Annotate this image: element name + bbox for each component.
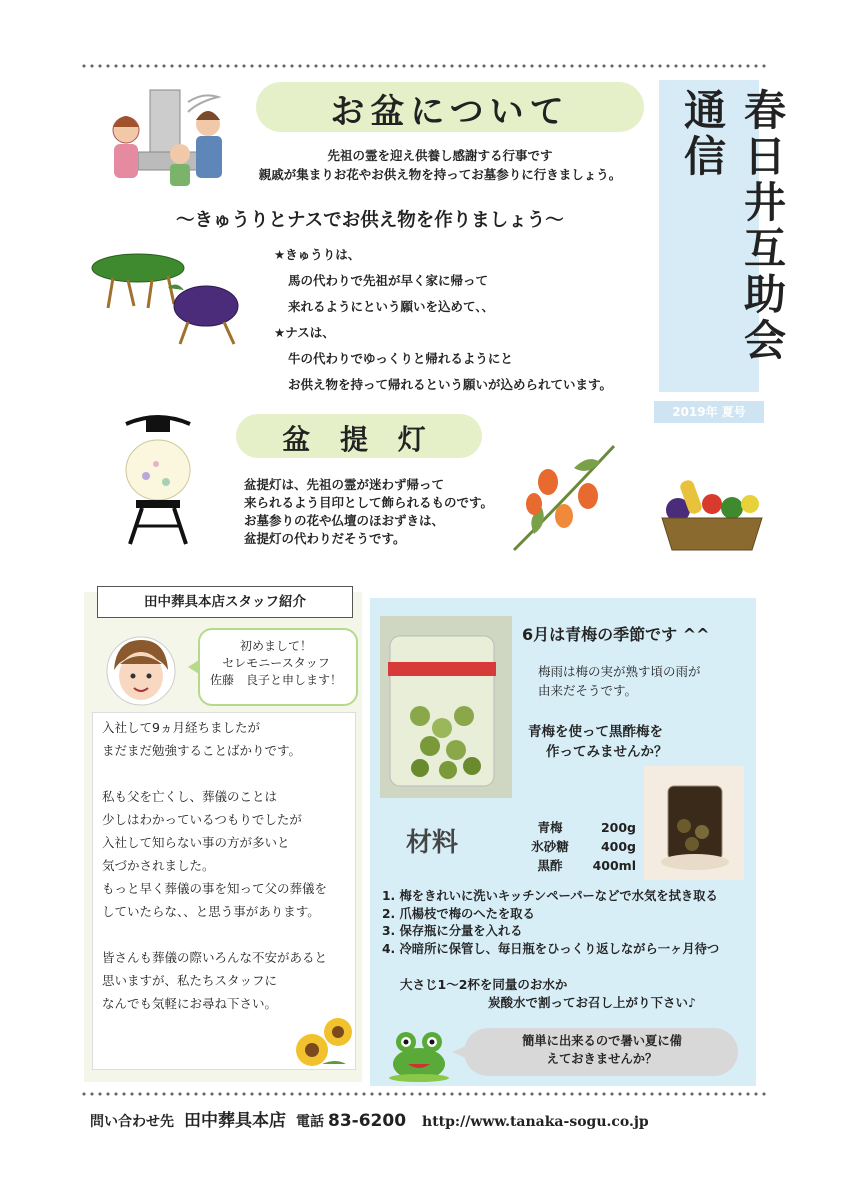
ingredients-list: 青梅 200g 氷砂糖 400g 黒酢 400ml: [531, 820, 636, 873]
ume-heading: 6月は青梅の季節です ^^: [522, 625, 710, 644]
recipe-steps: 1. 梅をきれいに洗いキッチンペーパーなどで水気を拭き取る 2. 爪楊枝で梅のへたを取る 3. 保存瓶に分量を入れる 4. 冷暗所に保管し、毎日瓶をひっくり返しながら一ヶ月待つ: [382, 889, 720, 956]
hozuki-illustration: [504, 438, 622, 556]
family-grave-illustration: [108, 82, 236, 194]
footer-phone: 83-6200: [328, 1111, 407, 1131]
issue-label: 2019年 夏号: [654, 401, 764, 423]
cucumber-eggplant-illustration: [88, 244, 248, 348]
sunflower-illustration: [292, 1012, 358, 1070]
top-border: [80, 62, 770, 70]
footer-label: 問い合わせ先: [90, 1114, 174, 1130]
lantern-illustration: [116, 410, 200, 550]
footer: [90, 1106, 649, 1131]
staff-heading: 田中葬具本店スタッフ紹介: [97, 586, 353, 618]
lantern-text: 盆提灯は、先祖の霊が迷わず帰って 来られるよう目印として飾られるものです。 お墓参りの花や仏壇のほおずきは、 盆提灯の代わりだそうです。: [244, 477, 494, 546]
offering-text: ★きゅうりは、 馬の代わりで先祖が早く家に帰って 来れるようにという願いを込めて、、 ★ナスは、 牛の代わりでゆっくりと帰れるようにと お供え物を持って帰れるという願いが込められています。: [274, 247, 613, 392]
tip-text: 簡単に出来るので暑い夏に備 えておきませんか？: [522, 1034, 682, 1066]
ume-intro: 梅雨は梅の実が熟す頃の雨が 由来だそうです。: [538, 664, 701, 698]
speech-bubble-tail: [188, 660, 199, 674]
lantern-heading: 盆 提 灯: [282, 423, 436, 456]
footer-company: 田中葬具本店: [184, 1111, 286, 1131]
speech-text: 初めまして！ セレモニースタッフ 佐藤 良子と申します！: [209, 639, 342, 687]
ingredients-label: 材料: [406, 828, 459, 858]
footer-url[interactable]: http://www.tanaka-sogu.co.jp: [422, 1114, 649, 1130]
staff-avatar: [104, 634, 178, 708]
staff-text: 入社して9ヵ月経ちましたが まだまだ勉強することばかりです。 私も父を亡くし、葬儀のことは 少しはわかっているつもりでしたが 入社して知らない事の方が多いと 気づかされました。 もっと早く葬儀の事を知って父の葬儀を していたらな、、と思う事があります。 皆さんも葬儀の際いろんな不安があると 思いますが、私たちスタッフに なんでも気軽にお尋ね下さい。: [102, 720, 328, 1011]
intro-text: 先祖の霊を迎え供養し感謝する行事です 親戚が集まりお花やお供え物を持ってお墓参りに行きましょう。: [258, 148, 622, 182]
serving-text: 大さじ1～2杯を同量のお水か 炭酸水で割ってお召し上がり下さい♪: [400, 977, 696, 1010]
frog-illustration: [384, 1024, 454, 1082]
vegetable-basket-illustration: [656, 470, 768, 556]
ume-subheading: 青梅を使って黒酢梅を 作ってみませんか？: [528, 724, 668, 760]
newsletter-title: 春日井互助会通信: [678, 88, 787, 364]
offering-heading: ～きゅうりとナスでお供え物を作りましょう～: [176, 210, 564, 231]
tip-bubble-tail: [452, 1046, 466, 1058]
bottom-border: [80, 1090, 770, 1098]
footer-phone-label: 電話: [296, 1114, 324, 1130]
page-title: お盆について: [330, 92, 570, 132]
ume-jar-photo: [380, 616, 512, 798]
ume-drink-photo: [644, 766, 744, 880]
